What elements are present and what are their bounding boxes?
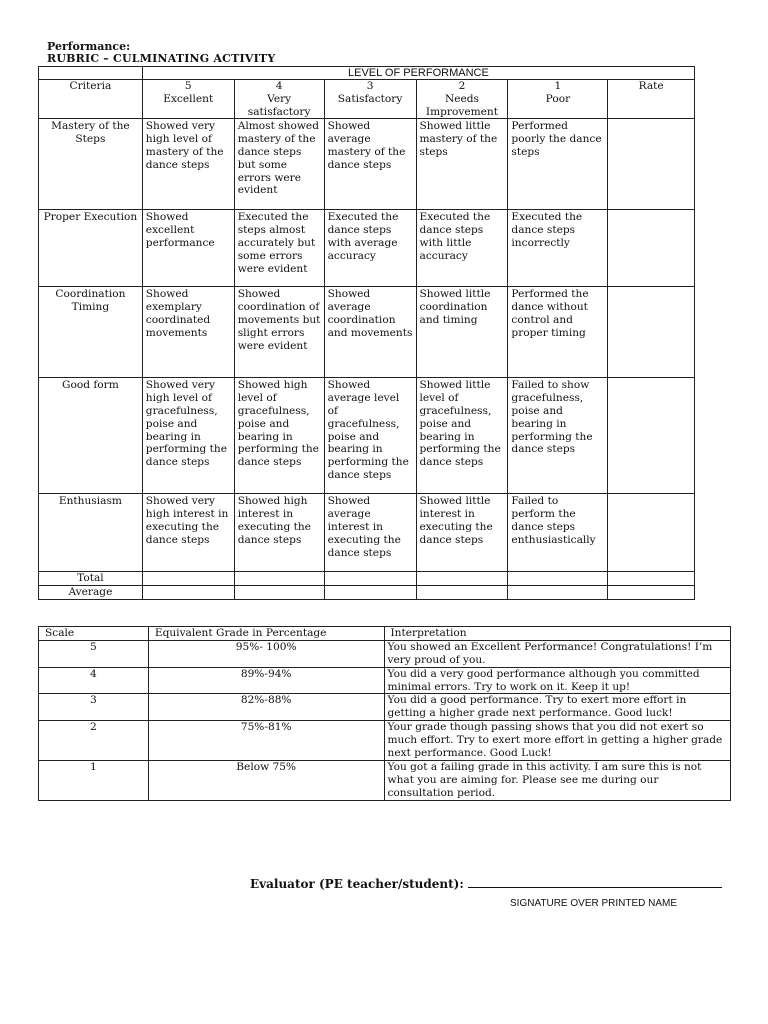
table-row [39, 760, 731, 800]
descriptor-cell: Failed to show gracefulness, poise and bearing in performing the dance steps [508, 378, 608, 494]
descriptor-cell: Showed average mastery of the dance steps [324, 119, 416, 210]
descriptor-cell: Showed very high interest in executing the dance steps [142, 494, 234, 572]
total-cell[interactable] [508, 572, 608, 586]
level-header-1: 1 Poor [508, 80, 608, 119]
descriptor-cell: Showed high interest in executing the dance steps [234, 494, 324, 572]
scale-value: 4 [39, 667, 149, 694]
total-row [39, 572, 695, 586]
descriptor-cell: Executed the steps almost accurately but some errors were evident [234, 210, 324, 287]
descriptor-cell: Failed to perform the dance steps enthusiastically [508, 494, 608, 572]
descriptor-cell: Performed the dance without control and proper timing [508, 287, 608, 378]
total-cell[interactable] [416, 572, 508, 586]
level-header-2: 2 Needs Improvement [416, 80, 508, 119]
criteria-cell: Enthusiasm [39, 494, 143, 572]
evaluator-label: Evaluator (PE teacher/student): [250, 877, 464, 891]
criteria-column-header: Criteria [39, 80, 143, 119]
descriptor-cell: Showed high level of gracefulness, poise and bearing in performing the dance steps [234, 378, 324, 494]
descriptor-cell: Showed coordination of movements but slight errors were evident [234, 287, 324, 378]
table-row [39, 667, 731, 694]
grade-column-header: Equivalent Grade in Percentage [148, 627, 384, 641]
rubric-title: RUBRIC – CULMINATING ACTIVITY [47, 52, 276, 65]
level-header-5: 5 Excellent [142, 80, 234, 119]
average-label: Average [39, 586, 143, 600]
table-row [39, 720, 731, 760]
scale-value: 2 [39, 720, 149, 760]
average-cell[interactable] [234, 586, 324, 600]
rate-cell[interactable] [608, 119, 695, 210]
interpretation-text: You got a failing grade in this activity. I am sure this is not what you are aiming for. Please see me during our consultation period. [384, 760, 731, 800]
descriptor-cell: Showed exemplary coordinated movements [142, 287, 234, 378]
descriptor-cell: Showed little coordination and timing [416, 287, 508, 378]
scale-value: 5 [39, 640, 149, 667]
descriptor-cell: Showed excellent performance [142, 210, 234, 287]
descriptor-cell: Showed little mastery of the steps [416, 119, 508, 210]
descriptor-cell: Showed little level of gracefulness, poise and bearing in performing the dance steps [416, 378, 508, 494]
total-cell[interactable] [324, 572, 416, 586]
descriptor-cell: Showed average level of gracefulness, poise and bearing in performing the dance steps [324, 378, 416, 494]
level-of-performance-header: LEVEL OF PERFORMANCE [142, 67, 694, 80]
rate-column-header: Rate [608, 80, 695, 119]
table-row [39, 694, 731, 721]
descriptor-cell: Showed little interest in executing the dance steps [416, 494, 508, 572]
document-heading: Performance: [47, 40, 131, 53]
grade-range: Below 75% [148, 760, 384, 800]
average-cell[interactable] [508, 586, 608, 600]
table-row [39, 210, 695, 287]
grade-range: 82%-88% [148, 694, 384, 721]
average-cell[interactable] [608, 586, 695, 600]
average-cell[interactable] [324, 586, 416, 600]
interpretation-text: Your grade though passing shows that you did not exert so much effort. Try to exert more effort in getting a higher grade next performance. Good Luck! [384, 720, 731, 760]
descriptor-cell: Showed average coordination and movements [324, 287, 416, 378]
total-cell[interactable] [608, 572, 695, 586]
descriptor-cell: Performed poorly the dance steps [508, 119, 608, 210]
total-cell[interactable] [142, 572, 234, 586]
descriptor-cell: Executed the dance steps with little accuracy [416, 210, 508, 287]
interpretation-text: You did a good performance. Try to exert more effort in getting a higher grade next performance. Good luck! [384, 694, 731, 721]
rate-cell[interactable] [608, 378, 695, 494]
level-header-3: 3 Satisfactory [324, 80, 416, 119]
criteria-cell: Good form [39, 378, 143, 494]
average-cell[interactable] [142, 586, 234, 600]
scale-value: 1 [39, 760, 149, 800]
signature-field[interactable] [468, 876, 722, 888]
grade-range: 89%-94% [148, 667, 384, 694]
descriptor-cell: Showed average interest in executing the dance steps [324, 494, 416, 572]
level-header-4: 4 Very satisfactory [234, 80, 324, 119]
evaluator-line [250, 876, 722, 891]
descriptor-cell: Executed the dance steps incorrectly [508, 210, 608, 287]
table-row [39, 640, 731, 667]
rate-cell[interactable] [608, 287, 695, 378]
grade-range: 95%- 100% [148, 640, 384, 667]
descriptor-cell: Almost showed mastery of the dance steps but some errors were evident [234, 119, 324, 210]
table-row [39, 494, 695, 572]
scale-value: 3 [39, 694, 149, 721]
rate-cell[interactable] [608, 494, 695, 572]
total-cell[interactable] [234, 572, 324, 586]
criteria-cell: Mastery of the Steps [39, 119, 143, 210]
descriptor-cell: Showed very high level of mastery of the dance steps [142, 119, 234, 210]
total-label: Total [39, 572, 143, 586]
table-row [39, 287, 695, 378]
rate-cell[interactable] [608, 210, 695, 287]
table-row [39, 378, 695, 494]
interpretation-text: You showed an Excellent Performance! Congratulations! I’m very proud of you. [384, 640, 731, 667]
rubric-table [38, 66, 695, 600]
average-cell[interactable] [416, 586, 508, 600]
descriptor-cell: Executed the dance steps with average accuracy [324, 210, 416, 287]
descriptor-cell: Showed very high level of gracefulness, poise and bearing in performing the dance steps [142, 378, 234, 494]
interpretation-column-header: Interpretation [384, 627, 731, 641]
criteria-cell: Coordination Timing [39, 287, 143, 378]
interpretation-text: You did a very good performance although you committed minimal errors. Try to work on it. Keep it up! [384, 667, 731, 694]
criteria-cell: Proper Execution [39, 210, 143, 287]
grading-scale-table [38, 626, 731, 801]
table-row [39, 119, 695, 210]
signature-caption: SIGNATURE OVER PRINTED NAME [510, 898, 678, 909]
grade-range: 75%-81% [148, 720, 384, 760]
scale-column-header: Scale [39, 627, 149, 641]
rubric-corner-cell [39, 67, 143, 80]
average-row [39, 586, 695, 600]
